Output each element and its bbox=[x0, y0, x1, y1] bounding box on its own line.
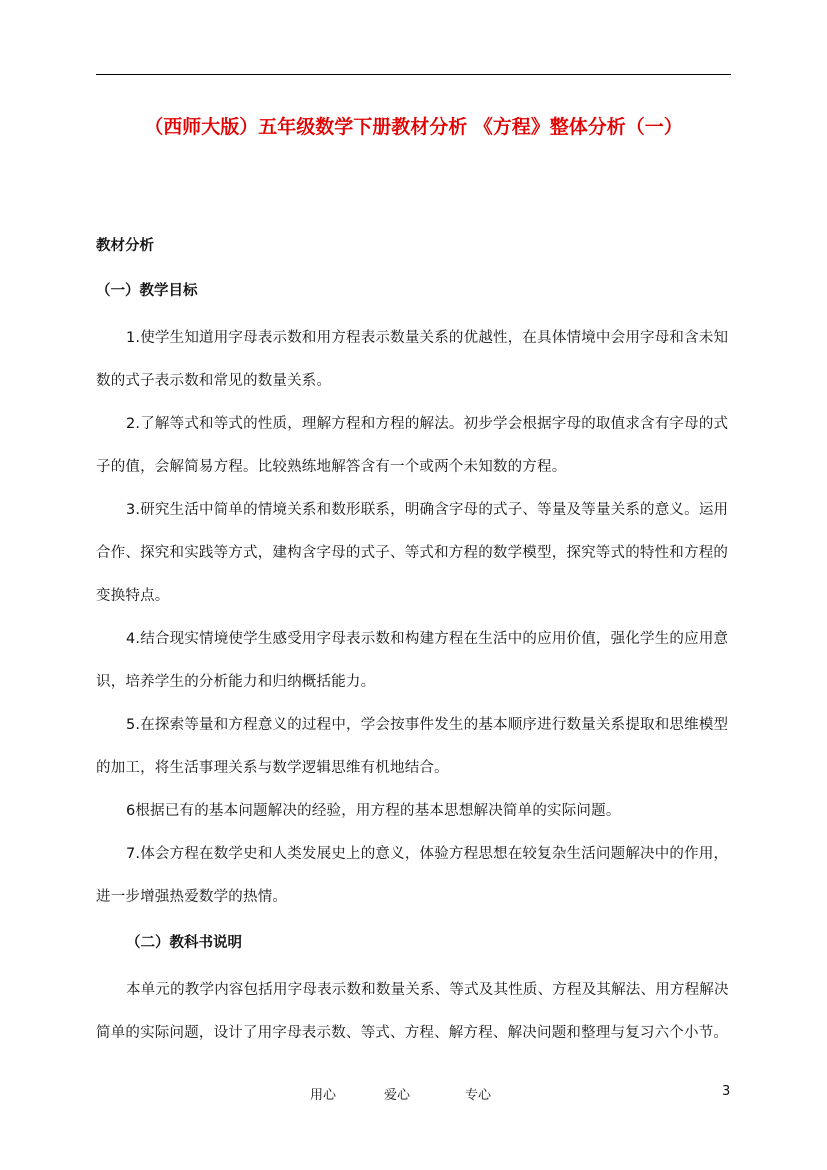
goal-paragraph-3: 3.研究生活中简单的情境关系和数形联系，明确含字母的式子、等量及等量关系的意义。运用合作、探究和实践等方式，建构含字母的式子、等式和方程的数学模型，探究等式的特性和方程的变换特点。 bbox=[96, 502, 729, 604]
goal-paragraph-5: 5.在探索等量和方程意义的过程中，学会按事件发生的基本顺序进行数量关系提取和思维模型的加工，将生活事理关系与数学逻辑思维有机地结合。 bbox=[96, 717, 729, 776]
section-heading-analysis: 教材分析 bbox=[96, 238, 154, 254]
footer-motto-2: 爱心 bbox=[384, 1088, 411, 1103]
document-body bbox=[96, 236, 731, 1055]
footer-motto-3: 专心 bbox=[465, 1088, 492, 1103]
page-number: 3 bbox=[722, 1084, 731, 1099]
goal-paragraph-7: 7.体会方程在数学史和人类发展史上的意义，体验方程思想在较复杂生活问题解决中的作用，进一步增强热爱数学的热情。 bbox=[96, 846, 729, 905]
goal-paragraph-4: 4.结合现实情境使学生感受用字母表示数和构建方程在生活中的应用价值，强化学生的应用意识，培养学生的分析能力和归纳概括能力。 bbox=[96, 631, 729, 690]
goal-paragraph-2: 2.了解等式和等式的性质，理解方程和方程的解法。初步学会根据字母的取值求含有字母的式子的值，会解简易方程。比较熟练地解答含有一个或两个未知数的方程。 bbox=[96, 416, 729, 475]
subsection-heading-goals: （一）教学目标 bbox=[96, 283, 198, 299]
subsection-heading-textbook: （二）教科书说明 bbox=[126, 935, 242, 951]
goal-paragraph-1: 1.使学生知道用字母表示数和用方程表示数量关系的优越性，在具体情境中会用字母和含未知数的式子表示数和常见的数量关系。 bbox=[96, 330, 729, 389]
document-title: （西师大版）五年级数学下册教材分析 《方程》整体分析（一） bbox=[144, 116, 683, 138]
header-rule bbox=[96, 74, 731, 75]
footer-motto-1: 用心 bbox=[310, 1088, 337, 1103]
page-footer bbox=[0, 1084, 827, 1104]
goal-paragraph-6: 6根据已有的基本问题解决的经验，用方程的基本思想解决简单的实际问题。 bbox=[126, 803, 621, 819]
textbook-paragraph: 本单元的教学内容包括用字母表示数和数量关系、等式及其性质、方程及其解法、用方程解决简单的实际问题，设计了用字母表示数、等式、方程、解方程、解决问题和整理与复习六个小节。 bbox=[96, 982, 729, 1041]
